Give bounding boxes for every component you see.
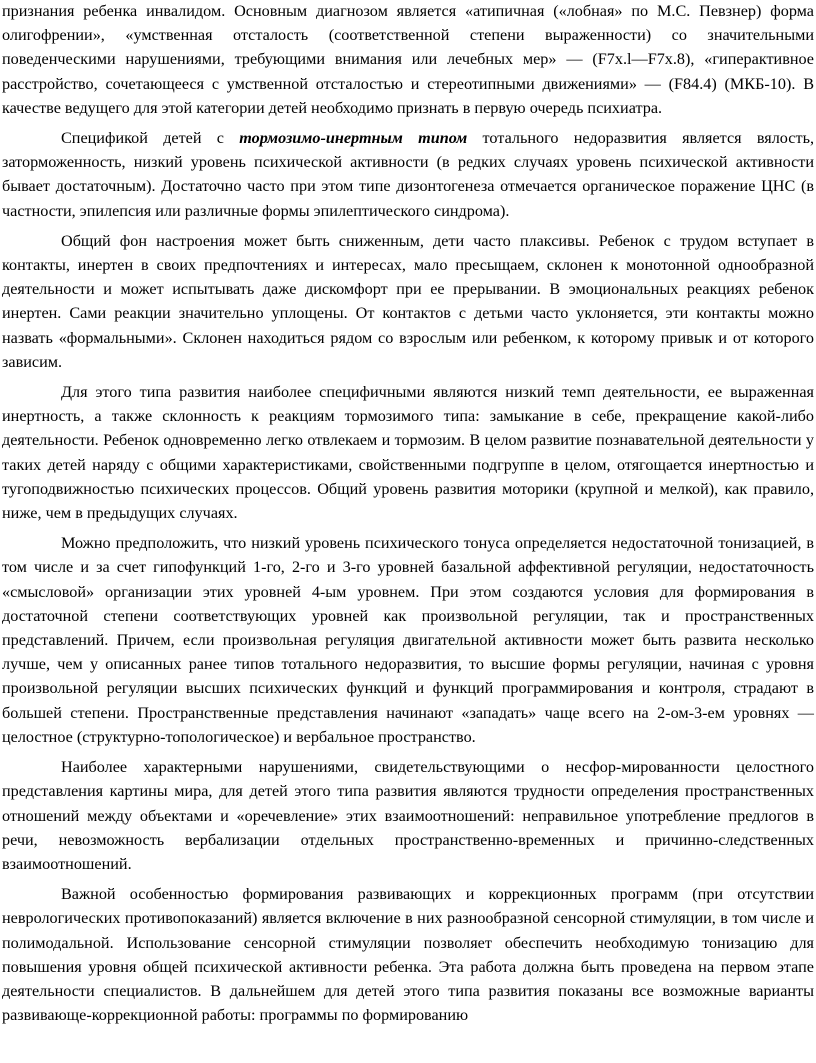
emphasized-term: тормозимо-инертным типом — [239, 129, 468, 148]
paragraph-sensory-stimulation: Важной особенностью формирования развивающих и коррекционных программ (при отсутствии неврологических противопоказаний) является включение в них разнообразной сенсорной стимуляции, в том числе и полимодальной. Использование сенсорной стимуляции позволяет обеспечить необходимую тонизацию для повышения уровня общей психической активности ребенка. Эта работа должна быть проведена на первом этапе деятельности специалистов. В дальнейшем для детей этого типа развития показаны все возможные варианты развивающе-коррекционной работы: программы по формированию — [2, 885, 814, 1025]
paragraph-inert-type — [2, 126, 814, 223]
paragraph-inert-type-lead: Спецификой детей с — [61, 129, 240, 148]
paragraph-mood: Общий фон настроения может быть сниженным, дети часто плаксивы. Ребенок с трудом вступает в контакты, инертен в своих предпочтениях и интересах, мало пресыщаем, склонен к монотонной однообразной деятельности и может испытывать даже дискомфорт при ее прерывании. В эмоциональных реакциях ребенок инертен. Сами реакции значительно уплощены. От контактов с детьми часто уклоняется, эти контакты можно назвать «формальными». Склонен находиться рядом со взрослым или ребенком, к которому привык и от которого зависим. — [2, 231, 814, 371]
paragraph-inert-type-rest: тотального недоразвития является вялость, заторможенность, низкий уровень психической активности (в редких случаях уровень психической активности бывает достаточным). Достаточно часто при этом типе дизонтогенеза отмечается органическое поражение ЦНС (в частности, эпилепсия или различные формы эпилептического синдрома). — [2, 129, 814, 220]
paragraph-psychic-tone: Можно предположить, что низкий уровень психического тонуса определяется недостаточной тонизацией, в том числе и за счет гипофункций 1-го, 2-го и 3-го уровней базальной аффективной регуляции, недостаточность «смысловой» организации этих уровней 4-ым уровнем. При этом создаются условия для формирования в достаточной степени соответствующих уровней как произвольной регуляции, так и пространственных представлений. Причем, если произвольная регуляция двигательной активности может быть развита несколько лучше, чем у описанных ранее типов тотального недоразвития, то высшие формы регуляции, начиная с уровня произвольной регуляции высших психических функций и функций программирования и контроля, страдают в большей степени. Пространственные представления начинают «западать» чаще всего на 2-ом-3-ем уровнях — целостное (структурно-топологическое) и вербальное пространство. — [2, 534, 814, 746]
paragraph-continuation: признания ребенка инвалидом. Основным диагнозом является «атипичная («лобная» по М.С. Певзнер) форма олигофрении», «умственная отсталость (соответственной степени выраженности) со значительными поведенческими нарушениями, требующими внимания или лечебных мер» — (F7x.l—F7x.8), «гиперактивное расстройство, сочетающееся с умственной отсталостью и стереотипными движениями» — (F84.4) (МКБ-10). В качестве ведущего для этой категории детей необходимо признать в первую очередь психиатра. — [2, 2, 814, 117]
paragraph-activity-tempo: Для этого типа развития наиболее специфичными являются низкий темп деятельности, ее выраженная инертность, а также склонность к реакциям тормозимого типа: замыкание в себе, прекращение какой-либо деятельности. Ребенок одновременно легко отвлекаем и тормозим. В целом развитие познавательной деятельности у таких детей наряду с общими характеристиками, свойственными подгруппе в целом, отягощается инертностью и тугоподвижностью психических процессов. Общий уровень развития моторики (крупной и мелкой), как правило, ниже, чем в предыдущих случаях. — [2, 383, 814, 523]
paragraph-spatial-disorders: Наиболее характерными нарушениями, свидетельствующими о несфор-мированности целостного представления картины мира, для детей этого типа развития являются трудности определения пространственных отношений между объектами и «оречевление» этих взаимоотношений: неправильное употребление предлогов в речи, невозможность вербализации отдельных пространственно-временных и причинно-следственных взаимоотношений. — [2, 758, 814, 873]
